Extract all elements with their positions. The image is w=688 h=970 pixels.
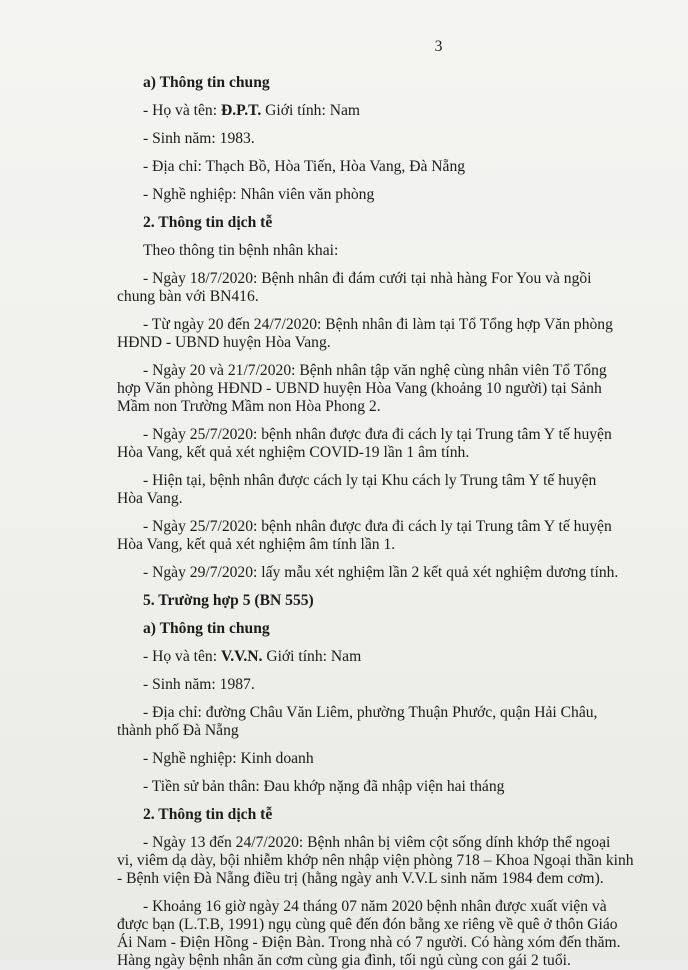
gender-label: Giới tính: Nam bbox=[261, 102, 361, 119]
text-line: Hàng ngày bệnh nhân ăn cơm cùng gia đình, tối ngủ cùng con gái 2 tuổi. bbox=[117, 952, 571, 969]
epidemiology-item bbox=[117, 426, 640, 462]
epidemiology-item bbox=[117, 518, 640, 554]
occupation-1: - Nghề nghiệp: Nhân viên văn phòng bbox=[143, 186, 375, 203]
general-info-heading-1: a) Thông tin chung bbox=[143, 74, 270, 91]
text-line: Mầm non Trường Mầm non Hòa Phong 2. bbox=[117, 398, 381, 415]
epidemiology-item bbox=[117, 472, 640, 508]
epidemiology-heading-1: 2. Thông tin dịch tễ bbox=[143, 214, 273, 231]
text-line: - Ngày 20 và 21/7/2020: Bệnh nhân tập văn nghệ cùng nhân viên Tổ Tổng bbox=[143, 362, 607, 379]
text-line: - Từ ngày 20 đến 24/7/2020: Bệnh nhân đi làm tại Tổ Tổng hợp Văn phòng bbox=[143, 316, 613, 333]
text-line: - Ngày 18/7/2020: Bệnh nhân đi đám cưới tại nhà hàng For You và ngồi bbox=[143, 270, 592, 287]
text-line: - Khoảng 16 giờ ngày 24 tháng 07 năm 2020 bệnh nhân được xuất viện và bbox=[143, 898, 607, 915]
text-line: - Địa chỉ: đường Châu Văn Liêm, phường Thuận Phước, quận Hải Châu, bbox=[143, 704, 598, 721]
epidemiology-item bbox=[117, 270, 640, 306]
text-line: Hòa Vang, kết quả xét nghiệm âm tính lần 1. bbox=[117, 536, 396, 553]
address-1: - Địa chỉ: Thạch Bồ, Hòa Tiến, Hòa Vang, Đà Nẵng bbox=[143, 158, 466, 175]
general-info-heading-2: a) Thông tin chung bbox=[143, 620, 270, 637]
birth-year-1: - Sinh năm: 1983. bbox=[143, 130, 255, 147]
birth-year-2: - Sinh năm: 1987. bbox=[143, 676, 255, 693]
text-line: HĐND - UBND huyện Hòa Vang. bbox=[117, 334, 331, 351]
name-initials: V.V.N. bbox=[220, 648, 263, 665]
epidemiology-heading-2: 2. Thông tin dịch tễ bbox=[143, 806, 273, 823]
epidemiology-item bbox=[117, 898, 640, 970]
epidemiology-intro: Theo thông tin bệnh nhân khai: bbox=[143, 242, 339, 259]
patient-name-line-2 bbox=[117, 648, 640, 666]
text-line: - Ngày 13 đến 24/7/2020: Bệnh nhân bị viêm cột sống dính khớp thể ngoại bbox=[143, 834, 611, 851]
text-line: Hòa Vang, kết quả xét nghiệm COVID-19 lần 1 âm tính. bbox=[117, 444, 470, 461]
text-line: hợp Văn phòng HĐND - UBND huyện Hòa Vang (khoảng 10 người) tại Sảnh bbox=[117, 380, 602, 397]
epidemiology-item bbox=[117, 316, 640, 352]
text-line: vi, viêm dạ dày, bội nhiễm khớp nên nhập viện phòng 718 – Khoa Ngoại thần kinh bbox=[117, 852, 634, 869]
text-line: Hòa Vang. bbox=[117, 490, 183, 507]
address-2 bbox=[117, 704, 640, 740]
name-initials: Đ.P.T. bbox=[220, 102, 262, 119]
text-line: - Ngày 29/7/2020: lấy mẫu xét nghiệm lần 2 kết quả xét nghiệm dương tính. bbox=[143, 564, 619, 581]
text-line: chung bàn với BN416. bbox=[117, 288, 259, 305]
name-label: - Họ và tên: bbox=[143, 102, 221, 119]
gender-label: Giới tính: Nam bbox=[262, 648, 362, 665]
patient-name-line-1 bbox=[117, 102, 640, 120]
medical-history: - Tiền sử bản thân: Đau khớp nặng đã nhập viện hai tháng bbox=[143, 778, 505, 795]
name-label: - Họ và tên: bbox=[143, 648, 221, 665]
text-line: - Ngày 25/7/2020: bệnh nhân được đưa đi cách ly tại Trung tâm Y tế huyện bbox=[143, 518, 612, 535]
text-line: - Bệnh viện Đà Nẵng điều trị (hằng ngày anh V.V.L sinh năm 1984 đem cơm). bbox=[117, 870, 604, 887]
text-line: được bạn (L.T.B, 1991) ngụ cùng quê đến đón bằng xe riêng về quê ở thôn Giáo bbox=[117, 916, 618, 933]
text-line: - Hiện tại, bệnh nhân được cách ly tại Khu cách ly Trung tâm Y tế huyện bbox=[143, 472, 597, 489]
case-5-heading: 5. Trường hợp 5 (BN 555) bbox=[143, 592, 314, 609]
epidemiology-item bbox=[117, 362, 640, 416]
epidemiology-item bbox=[117, 564, 640, 582]
epidemiology-item bbox=[117, 834, 640, 888]
text-line: thành phố Đà Nẵng bbox=[117, 722, 239, 739]
occupation-2: - Nghề nghiệp: Kinh doanh bbox=[143, 750, 314, 767]
text-line: Ái Nam - Điện Hồng - Điện Bàn. Trong nhà có 7 người. Có hàng xóm đến thăm. bbox=[117, 934, 621, 951]
text-line: - Ngày 25/7/2020: bệnh nhân được đưa đi cách ly tại Trung tâm Y tế huyện bbox=[143, 426, 612, 443]
page-number: 3 bbox=[434, 38, 443, 55]
